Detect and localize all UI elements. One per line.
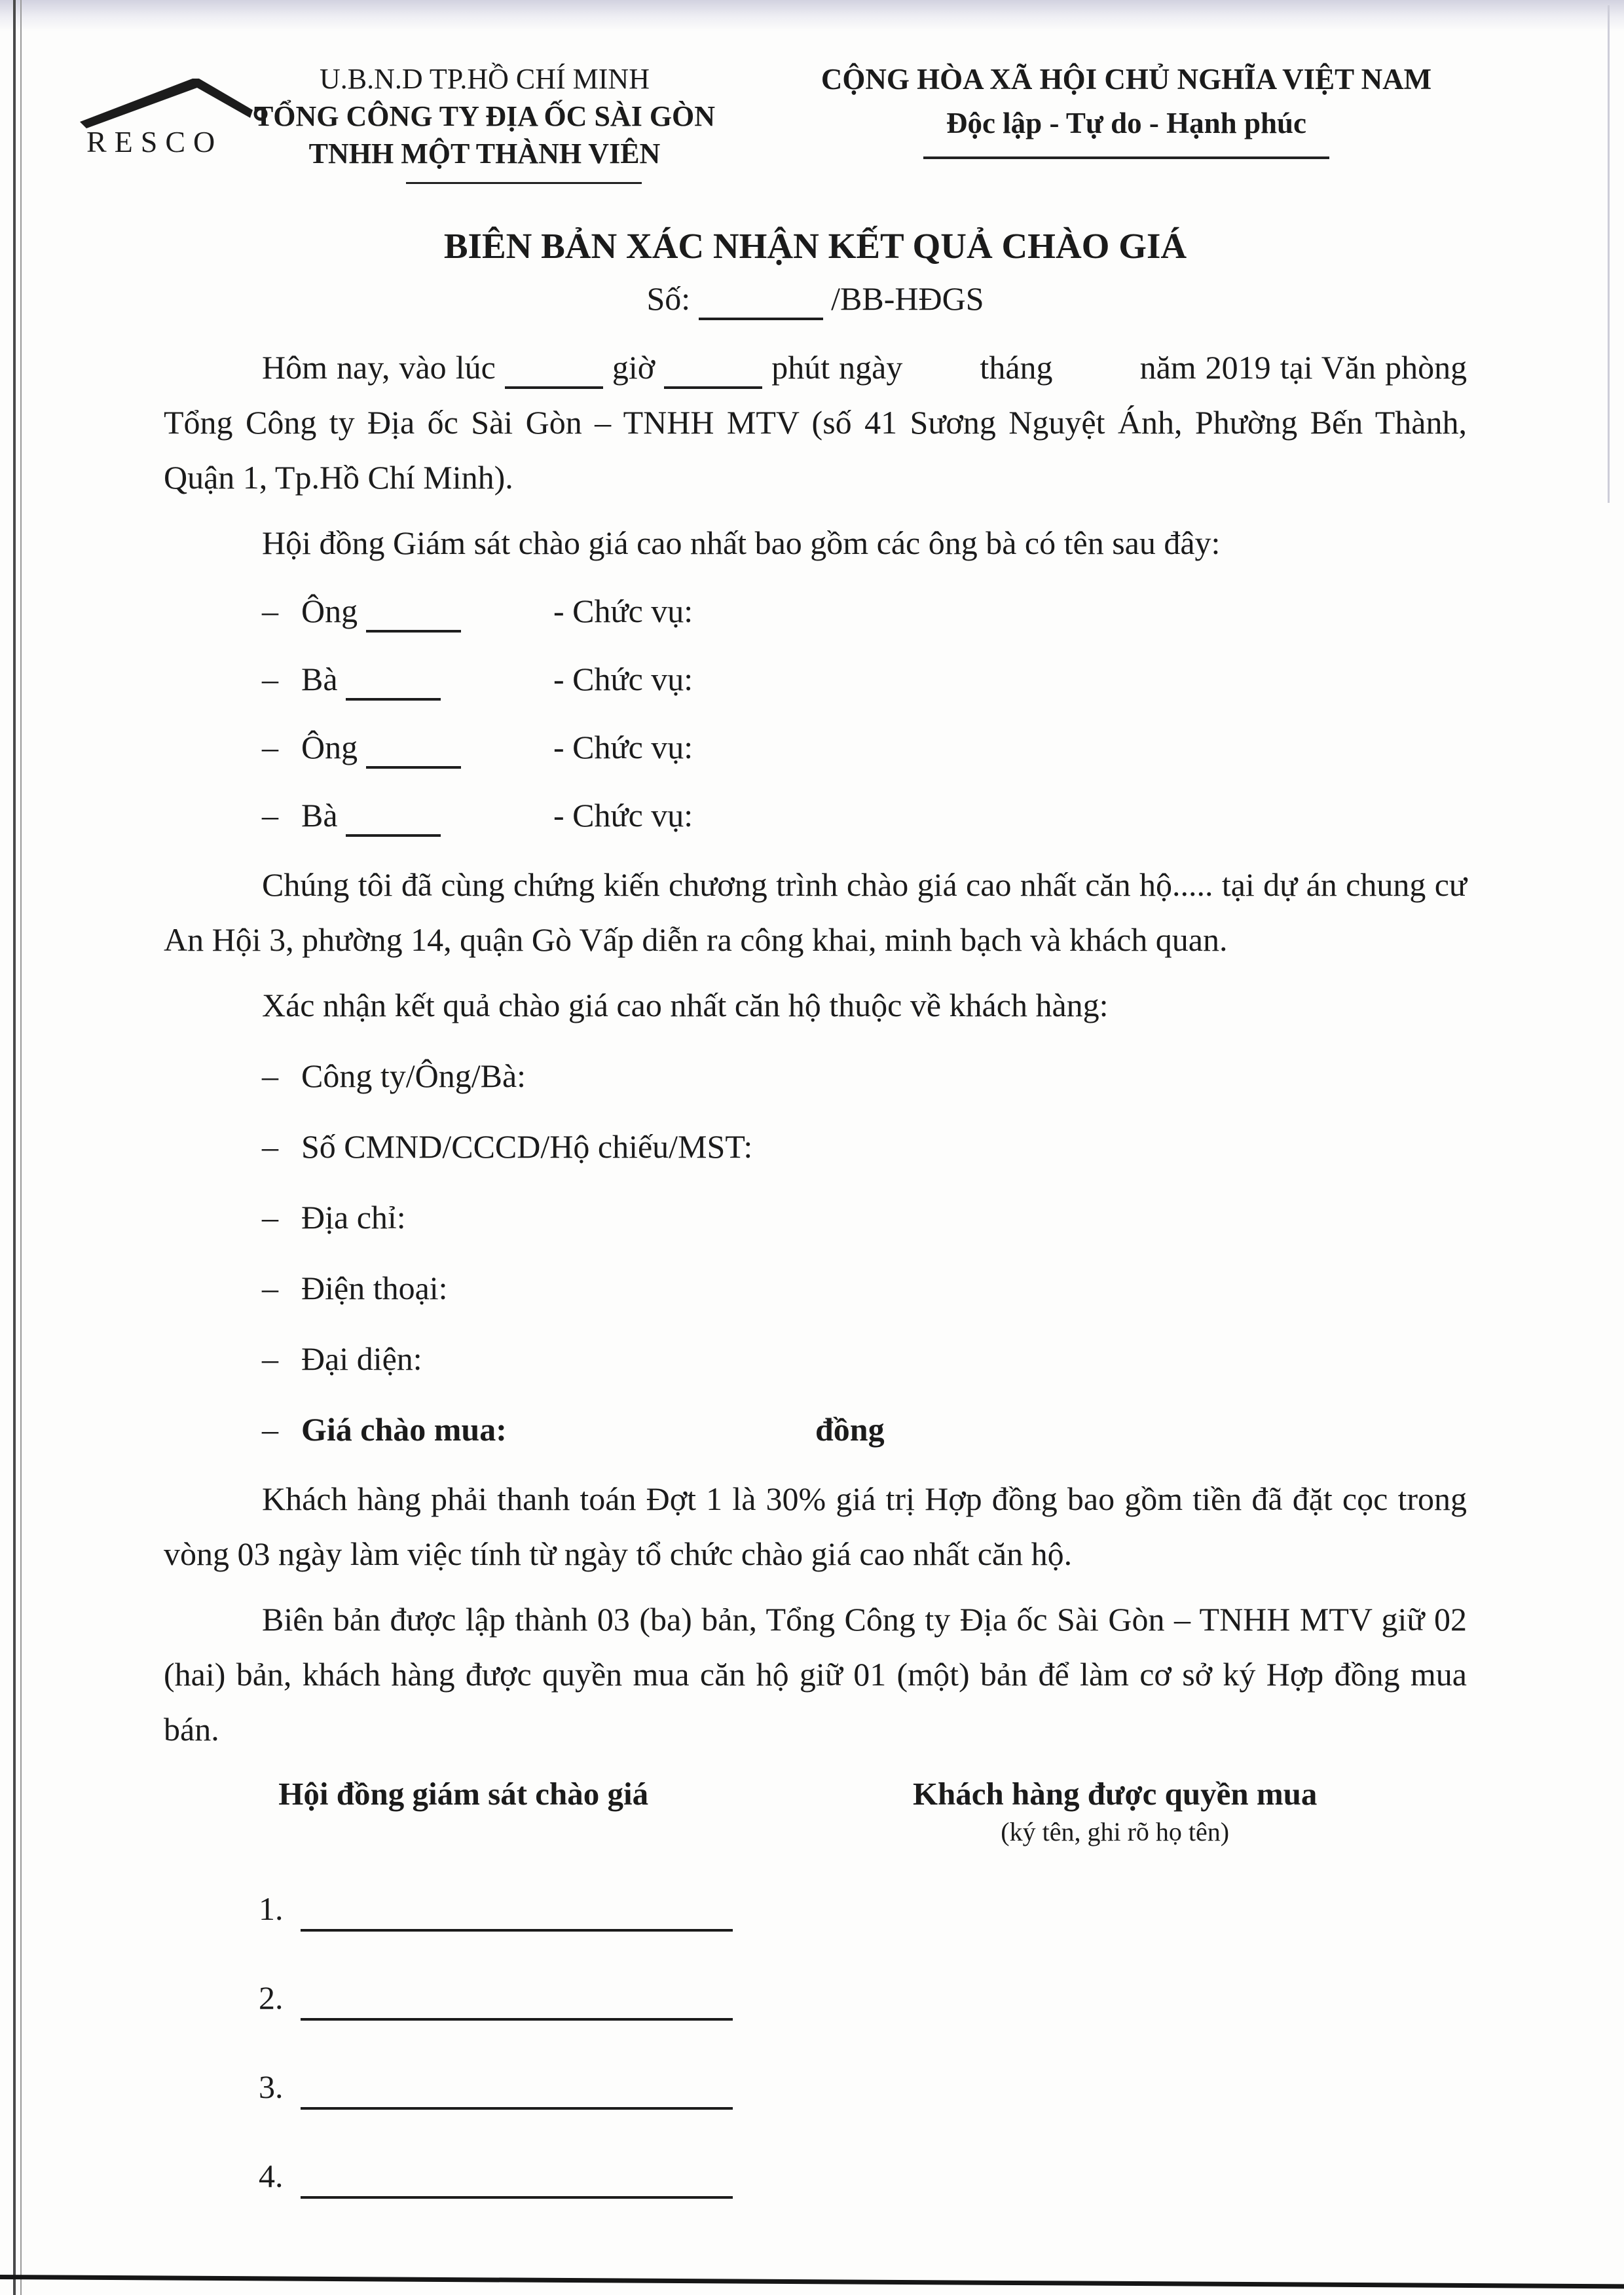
doc-number-label: Số: [646,280,691,317]
signature-line-number: 2. [259,1979,284,2016]
signature-line-row [259,1970,1467,2025]
officer-name-blank [366,629,461,633]
logo-text: RESCO [86,125,223,158]
field-label: Số CMND/CCCD/Hộ chiếu/MST: [301,1128,753,1165]
national-motto: Độc lập - Tự do - Hạnh phúc [946,106,1307,139]
signature-line [301,1928,733,1932]
officer-title: Bà [301,796,338,834]
signature-line-number: 3. [259,2068,284,2105]
field-label: Công ty/Ông/Bà: [301,1057,526,1094]
officer-dash: – [262,796,278,834]
field-label: Địa chỉ: [301,1198,406,1236]
customer-field-row [262,1260,1467,1315]
officer-title: Ông [301,728,358,765]
price-label: Giá chào mua: [301,1410,507,1448]
field-dash: – [262,1340,278,1377]
officer-title: Bà [301,660,338,697]
officer-role-label: - Chức vụ: [553,592,693,629]
officer-name-blank [346,697,441,701]
field-label: Điện thoại: [301,1269,448,1306]
p1-text-2: giờ [612,348,655,386]
customer-signature-block [763,1775,1467,1847]
scan-right-edge-line [1608,5,1610,503]
signature-line [301,2017,733,2021]
field-label: Đại diện: [301,1340,422,1377]
field-dash: – [262,1128,278,1165]
officer-row [262,788,1467,843]
scan-noise-band [0,0,1624,31]
document-title: BIÊN BẢN XÁC NHẬN KẾT QUẢ CHÀO GIÁ [443,226,1187,266]
officer-dash: – [262,660,278,697]
officer-row [262,652,1467,707]
hour-blank [505,386,603,389]
customer-field-row [262,1119,1467,1174]
currency-unit-label: đồng [815,1410,885,1448]
p1-text-4: tháng [980,348,1053,386]
national-motto-block [796,60,1457,159]
purchase-price-row [262,1402,1467,1457]
field-dash: – [262,1198,278,1236]
officer-title: Ông [301,592,358,629]
customer-field-row [262,1190,1467,1245]
customer-field-row [262,1048,1467,1103]
paragraph-datetime [164,340,1467,505]
doc-number-blank [699,317,823,320]
issuer-company: TỔNG CÔNG TY ĐỊA ỐC SÀI GÒN [253,100,716,133]
scan-bottom-edge-line [0,2275,1624,2289]
p1-text-1: Hôm nay, vào lúc [262,348,496,386]
signature-line-number: 1. [259,1890,284,1927]
p1-text-3: phút ngày [771,348,903,386]
officer-role-label: - Chức vụ: [553,796,693,834]
signature-note: (ký tên, ghi rõ họ tên) [1001,1816,1230,1846]
signature-line [301,2106,733,2110]
paragraph-payment-terms: Khách hàng phải thanh toán Đợt 1 là 30% giá trị Hợp đồng bao gồm tiền đã đặt cọc trong vòng 03 ngày làm việc tính từ ngày tổ chức chào giá cao nhất căn hộ. [164,1480,1467,1572]
officer-row [262,583,1467,638]
minute-blank [664,386,762,389]
signature-line-row [259,2059,1467,2114]
officer-row [262,720,1467,775]
issuer-underline [406,182,642,184]
national-title: CỘNG HÒA XÃ HỘI CHỦ NGHĨA VIỆT NAM [821,63,1432,96]
customer-field-row [262,1331,1467,1386]
issuer-block [219,60,750,184]
motto-underline [923,156,1329,159]
officer-name-blank [366,765,461,769]
signature-line-number: 4. [259,2157,284,2194]
paragraph-witness: Chúng tôi đã cùng chứng kiến chương trình chào giá cao nhất căn hộ..... tại dự án chung cư An Hội 3, phường 14, quận Gò Vấp diễn ra công khai, minh bạch và khách quan. [164,866,1467,958]
field-dash: – [262,1269,278,1306]
document-number [164,280,1467,320]
field-dash: – [262,1057,278,1094]
paragraph-council-intro: Hội đồng Giám sát chào giá cao nhất bao gồm các ông bà có tên sau đây: [262,524,1221,561]
paragraph-copies: Biên bản được lập thành 03 (ba) bản, Tổng Công ty Địa ốc Sài Gòn – TNHH MTV giữ 02 (hai) bản, khách hàng được quyền mua căn hộ giữ 01 (một) bản để làm cơ sở ký Hợp đồng mua bán. [164,1600,1467,1748]
signature-headings [164,1775,1467,1847]
customer-signature-heading: Khách hàng được quyền mua [912,1775,1318,1812]
issuer-authority: U.B.N.D TP.HỒ CHÍ MINH [319,63,650,95]
issuer-company-type: TNHH MỘT THÀNH VIÊN [308,138,661,170]
p1-text-5: năm 2019 tại Văn phòng Tổng Công ty Địa ốc Sài Gòn – TNHH MTV (số 41 Sương Nguyệt Ánh, Phường Bến Thành, Quận 1, Tp.Hồ Chí Minh). [164,348,1467,496]
scan-left-edge-line-2 [20,0,22,2295]
officer-dash: – [262,592,278,629]
scan-left-edge-line [13,0,16,2295]
document-body [164,224,1467,2203]
signature-line-row [259,2148,1467,2203]
officer-dash: – [262,728,278,765]
field-dash: – [262,1410,278,1448]
council-signature-heading: Hội đồng giám sát chào giá [278,1775,649,1812]
signature-line-row [259,1881,1467,1936]
officer-name-blank [346,834,441,837]
doc-number-suffix: /BB-HĐGS [831,280,984,317]
officer-role-label: - Chức vụ: [553,660,693,697]
paragraph-result-intro: Xác nhận kết quả chào giá cao nhất căn hộ thuộc về khách hàng: [262,986,1109,1023]
signature-line [301,2195,733,2199]
officer-role-label: - Chức vụ: [553,728,693,765]
